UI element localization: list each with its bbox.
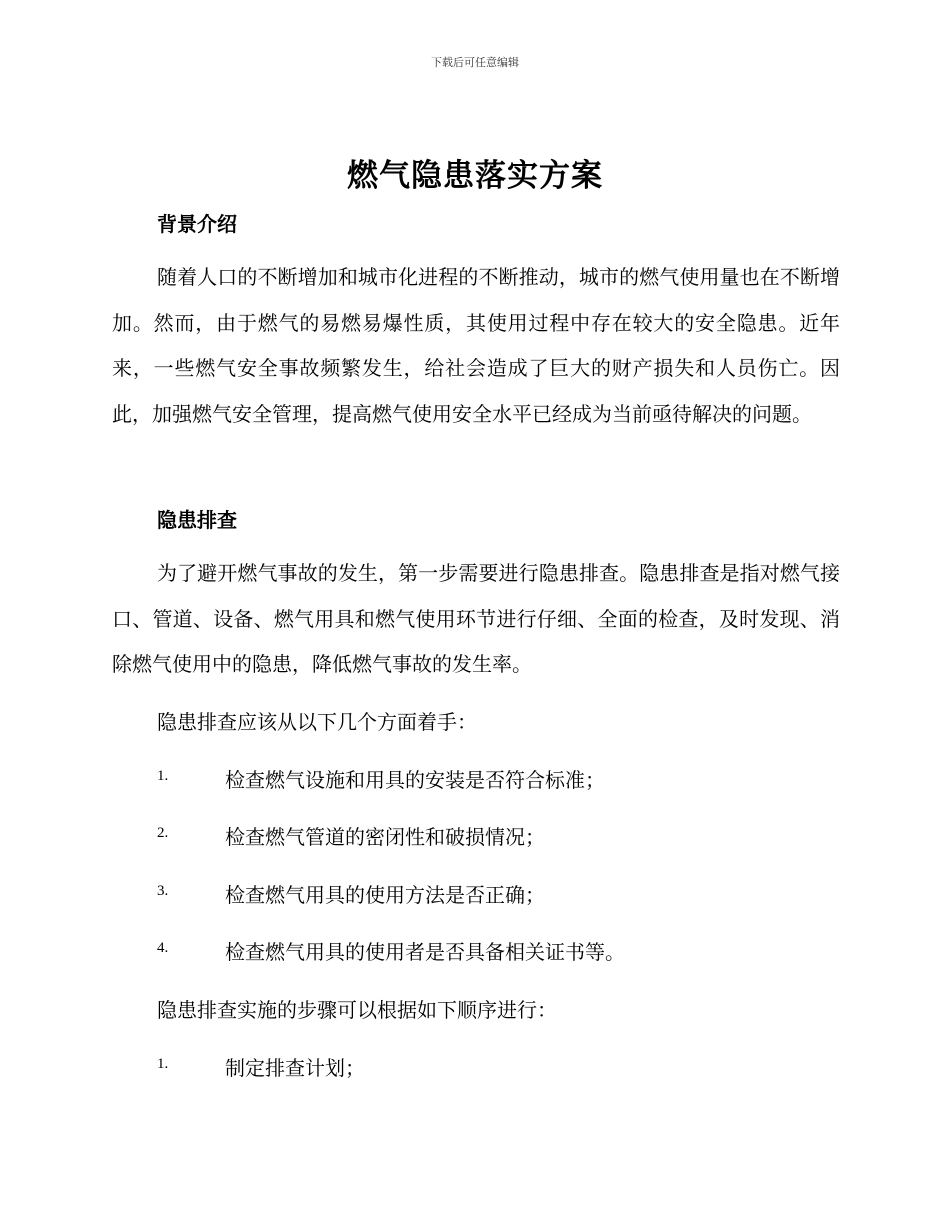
background-paragraph: 随着人口的不断增加和城市化进程的不断推动，城市的燃气使用量也在不断增加。然而，由于燃气的易燃易爆性质，其使用过程中存在较大的安全隐患。近年来，一些燃气安全事故频繁发生，给社会造成了巨大的财产损失和人员伤亡。因此，加强燃气安全管理，提高燃气使用安全水平已经成为当前亟待解决的问题。 [112,265,840,426]
aspects-intro: 隐患排查应该从以下几个方面着手： [157,710,477,734]
section-heading-hazard-check: 隐患排查 [157,508,237,532]
steps-intro: 隐患排查实施的步骤可以根据如下顺序进行： [157,998,557,1022]
list-item-number: 1. [157,768,169,784]
list-item-text: 制定排查计划； [225,1056,365,1080]
list-item-text: 检查燃气用具的使用者是否具备相关证书等。 [225,940,625,964]
hazard-check-paragraph: 为了避开燃气事故的发生，第一步需要进行隐患排查。隐患排查是指对燃气接口、管道、设备、燃气用具和燃气使用环节进行仔细、全面的检查，及时发现、消除燃气使用中的隐患，降低燃气事故的发生率。 [112,561,840,676]
list-item-text: 检查燃气用具的使用方法是否正确； [225,883,545,907]
page-header: 下载后可任意编辑 [431,56,519,69]
list-item-number: 3. [157,883,169,899]
document-title: 燃气隐患落实方案 [347,158,603,194]
section-heading-background: 背景介绍 [157,212,237,236]
list-item-text: 检查燃气管道的密闭性和破损情况； [225,825,545,849]
list-item-number: 2. [157,825,169,841]
list-item-text: 检查燃气设施和用具的安装是否符合标准； [225,768,605,792]
list-item-number: 4. [157,940,169,956]
list-item-number: 1. [157,1056,169,1072]
